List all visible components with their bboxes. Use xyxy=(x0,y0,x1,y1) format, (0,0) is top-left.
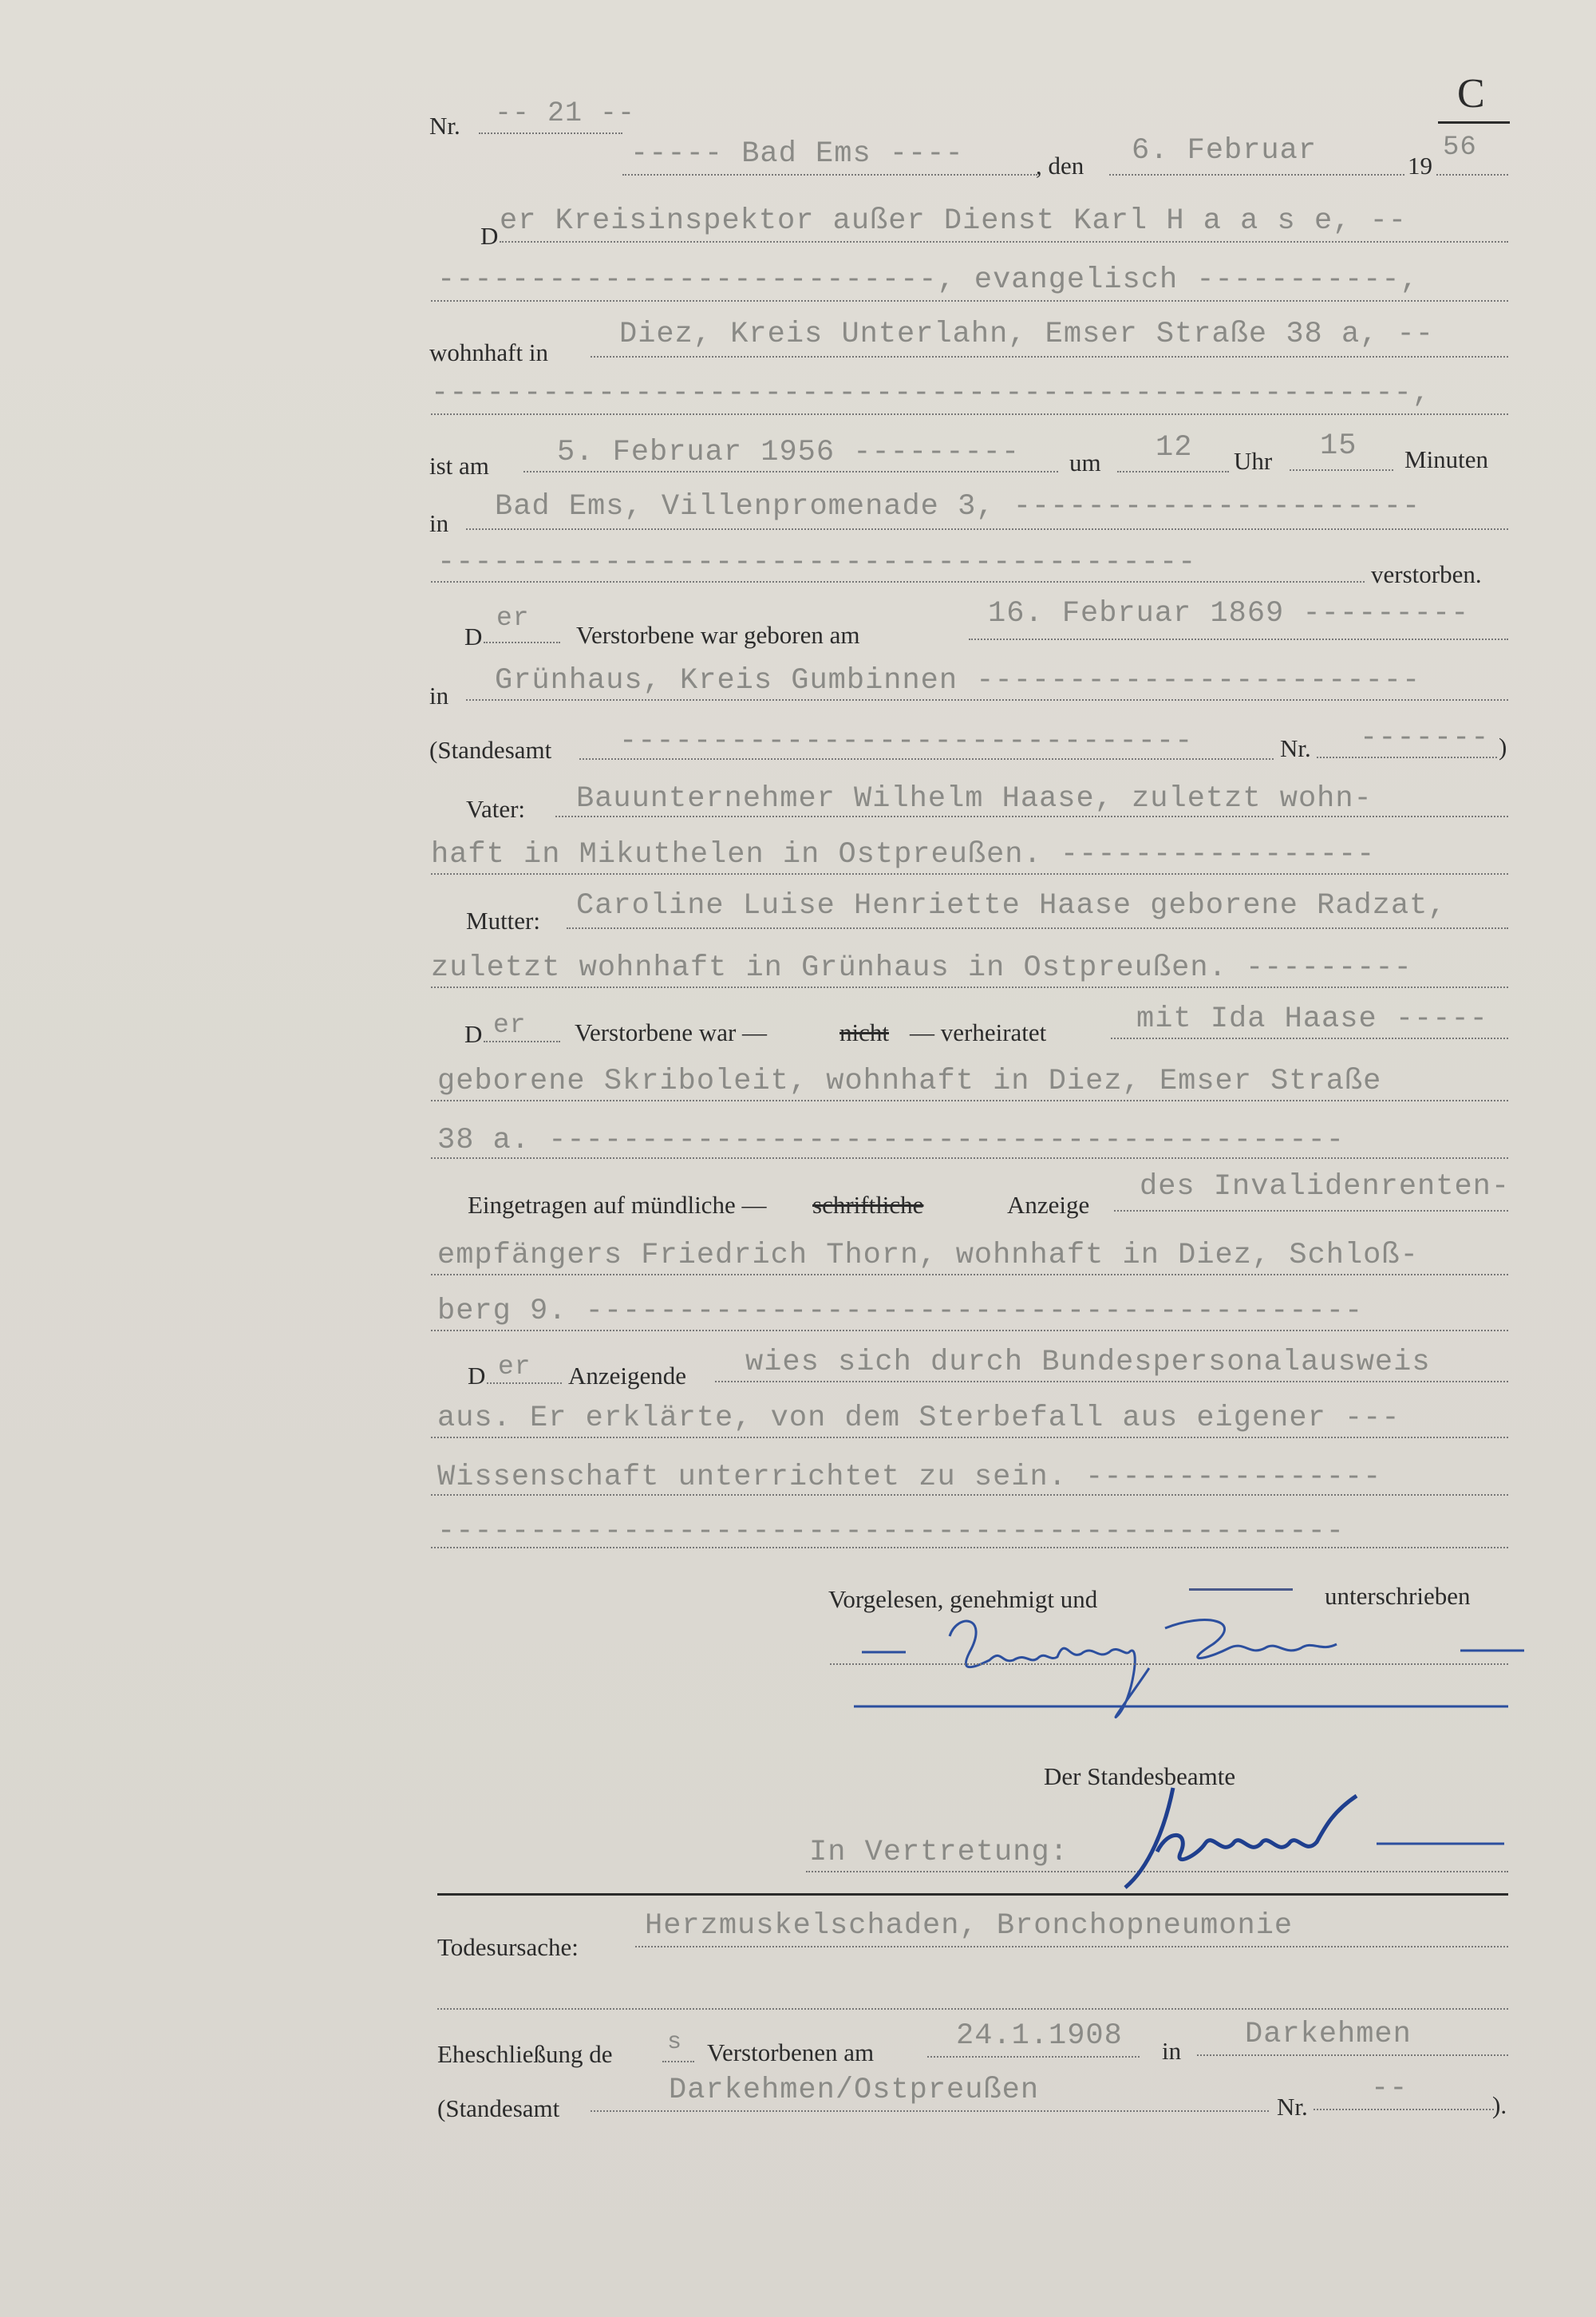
d-suffix: er xyxy=(498,1352,531,1382)
dotted-line xyxy=(523,471,1058,472)
identification-line-2: aus. Er erklärte, von dem Sterbefall aus eigener --- xyxy=(437,1402,1400,1435)
identification-line-1: wies sich durch Bundespersonalausweis xyxy=(745,1346,1431,1379)
identification-line-3: Wissenschaft unterrichtet zu sein. ---------------- xyxy=(437,1461,1382,1494)
footer-close: ). xyxy=(1492,2091,1507,2119)
year-prefix: 19 xyxy=(1408,152,1432,180)
birth-standesamt: ------------------------------- xyxy=(619,725,1194,758)
dotted-line xyxy=(1290,469,1393,471)
birth-date: 16. Februar 1869 --------- xyxy=(988,597,1470,631)
dotted-line xyxy=(927,2056,1140,2058)
anzeige-label-a: Eingetragen auf mündliche — xyxy=(468,1191,767,1219)
dotted-line xyxy=(1314,2109,1494,2110)
standesbeamte-label: Der Standesbeamte xyxy=(1044,1762,1236,1790)
nr-label: Nr. xyxy=(1280,734,1311,762)
d-prefix: D xyxy=(464,623,483,650)
dotted-line xyxy=(567,927,1508,929)
declarant-line-2: ---------------------------, evangelisch -----------, xyxy=(437,263,1419,297)
mother-line-2: zuletzt wohnhaft in Grünhaus in Ostpreußen. --------- xyxy=(431,951,1412,985)
dotted-line xyxy=(622,174,1037,176)
marriage-standesamt: Darkehmen/Ostpreußen xyxy=(669,2074,1040,2107)
dotted-line xyxy=(431,300,1508,302)
anzeige-label-b: Anzeige xyxy=(1007,1191,1090,1219)
dotted-line xyxy=(591,356,1508,358)
dotted-line xyxy=(969,639,1508,640)
death-minutes: 15 xyxy=(1320,429,1357,463)
dotted-line xyxy=(715,1381,1508,1382)
dotted-line xyxy=(484,642,560,643)
vater-label: Vater: xyxy=(466,795,526,823)
year-suffix: 56 xyxy=(1443,132,1477,163)
dotted-line xyxy=(635,1946,1508,1947)
minuten-label: Minuten xyxy=(1404,445,1489,473)
dotted-line xyxy=(555,816,1508,817)
spouse-line-1: mit Ida Haase ----- xyxy=(1136,1002,1488,1036)
birth-in-label: in xyxy=(429,682,449,710)
uhr-label: Uhr xyxy=(1234,447,1273,475)
dotted-line xyxy=(484,1041,560,1042)
death-date: 5. Februar 1956 --------- xyxy=(557,436,1021,469)
dotted-line xyxy=(431,1274,1508,1275)
report-line-3: berg 9. ------------------------------------------ xyxy=(437,1295,1364,1328)
d-prefix: D xyxy=(468,1362,486,1390)
dotted-line xyxy=(466,699,1508,701)
marriage-nr: -- xyxy=(1371,2072,1408,2105)
death-in-label: in xyxy=(429,509,449,537)
dotted-line xyxy=(1436,174,1508,176)
birth-place: Grünhaus, Kreis Gumbinnen ------------------------ xyxy=(495,664,1421,698)
geboren-label: Verstorbene war geboren am xyxy=(576,621,860,649)
nr-label: Nr. xyxy=(429,112,460,140)
dotted-line xyxy=(1111,1038,1508,1039)
register-letter: C xyxy=(1457,71,1485,117)
section-divider xyxy=(437,1893,1508,1896)
registration-date: 6. Februar xyxy=(1132,134,1317,168)
verheiratet-label-b: — verheiratet xyxy=(910,1018,1047,1046)
eheschliessung-label-b: Verstorbenen am xyxy=(707,2038,875,2066)
dotted-line xyxy=(487,1382,562,1384)
death-place-cont: ----------------------------------------- xyxy=(437,546,1197,579)
ist-am-label: ist am xyxy=(429,452,489,480)
mutter-label: Mutter: xyxy=(466,907,540,935)
anzeigende-label: Anzeigende xyxy=(568,1362,687,1390)
report-line-2: empfängers Friedrich Thorn, wohnhaft in Diez, Schloß- xyxy=(437,1239,1419,1272)
footer-standesamt-label: (Standesamt xyxy=(437,2094,560,2122)
dotted-line xyxy=(1197,2054,1508,2056)
eheschliessung-label-a: Eheschließung de xyxy=(437,2040,613,2068)
footer-nr-label: Nr. xyxy=(1277,2093,1308,2121)
dotted-line xyxy=(431,1330,1508,1331)
in-vertretung: In Vertretung: xyxy=(809,1836,1069,1869)
spouse-line-3: 38 a. ------------------------------------------- xyxy=(437,1124,1345,1157)
dotted-line xyxy=(466,528,1508,530)
marriage-place: Darkehmen xyxy=(1245,2018,1412,2051)
father-line-2: haft in Mikuthelen in Ostpreußen. ----------------- xyxy=(431,838,1376,872)
death-place: Bad Ems, Villenpromenade 3, ---------------------- xyxy=(495,490,1421,524)
death-hour: 12 xyxy=(1156,431,1193,465)
dotted-line xyxy=(830,1663,1508,1665)
verstorben-label: verstorben. xyxy=(1371,560,1482,588)
declarant-line-1: er Kreisinspektor außer Dienst Karl H a a s e, -- xyxy=(500,204,1407,238)
registrar-signature xyxy=(1117,1780,1516,1892)
den-label: , den xyxy=(1036,152,1084,180)
dotted-line xyxy=(431,413,1508,415)
anzeige-struck-word: schriftliche xyxy=(812,1191,924,1219)
declarant-residence: Diez, Kreis Unterlahn, Emser Straße 38 a, -- xyxy=(619,318,1434,351)
dotted-line xyxy=(1117,471,1229,472)
dotted-line xyxy=(1114,1210,1508,1212)
vorgelesen-label: Vorgelesen, genehmigt und xyxy=(828,1585,1098,1613)
marriage-date: 24.1.1908 xyxy=(956,2019,1123,2053)
nr-value: -- 21 -- xyxy=(495,97,636,129)
dotted-line xyxy=(579,758,1274,760)
spouse-line-2: geborene Skriboleit, wohnhaft in Diez, Emser Straße xyxy=(437,1065,1382,1098)
identification-line-4: ------------------------------------------------- xyxy=(437,1515,1345,1548)
d-suffix: er xyxy=(493,1010,527,1040)
wohnhaft-label: wohnhaft in xyxy=(429,338,548,366)
verheiratet-label-a: Verstorbene war — xyxy=(575,1018,768,1046)
verheiratet-struck-word: nicht xyxy=(839,1018,889,1046)
dotted-line xyxy=(662,2061,694,2062)
birth-nr: ------- xyxy=(1360,722,1490,755)
todesursache-label: Todesursache: xyxy=(437,1933,579,1961)
declarant-residence-cont: -----------------------------------------------------, xyxy=(431,377,1431,410)
mother-line-1: Caroline Luise Henriette Haase geborene Radzat, xyxy=(576,889,1447,923)
dotted-line xyxy=(479,132,622,134)
dotted-line xyxy=(431,1547,1508,1548)
report-line-1: des Invalidenrenten- xyxy=(1140,1170,1511,1204)
dotted-line xyxy=(431,581,1365,583)
register-underline xyxy=(1438,121,1510,124)
cause-of-death: Herzmuskelschaden, Bronchopneumonie xyxy=(645,1909,1294,1943)
close-paren: ) xyxy=(1499,733,1507,761)
dotted-line xyxy=(431,987,1508,988)
standesamt-label: (Standesamt xyxy=(429,736,552,764)
d-prefix: D xyxy=(480,222,499,250)
dotted-line xyxy=(500,241,1508,243)
dotted-line xyxy=(591,2110,1269,2112)
ehe-in-label: in xyxy=(1162,2037,1182,2065)
dotted-line xyxy=(431,1437,1508,1438)
place-of-registration: ----- Bad Ems ---- xyxy=(630,137,964,171)
ink-dash xyxy=(1189,1588,1293,1591)
eheschliessung-s: s xyxy=(667,2029,683,2056)
dotted-line xyxy=(1109,174,1404,176)
um-label: um xyxy=(1069,449,1101,476)
dotted-line xyxy=(1317,757,1497,758)
father-line-1: Bauunternehmer Wilhelm Haase, zuletzt wohn- xyxy=(576,782,1373,816)
dotted-line xyxy=(431,1157,1508,1159)
dotted-line xyxy=(431,1100,1508,1101)
dotted-line xyxy=(431,873,1508,875)
dotted-line xyxy=(437,2008,1508,2010)
d-suffix: er xyxy=(496,603,530,633)
dotted-line xyxy=(431,1494,1508,1496)
unterschrieben-label: unterschrieben xyxy=(1325,1582,1471,1610)
d-prefix: D xyxy=(464,1020,483,1048)
